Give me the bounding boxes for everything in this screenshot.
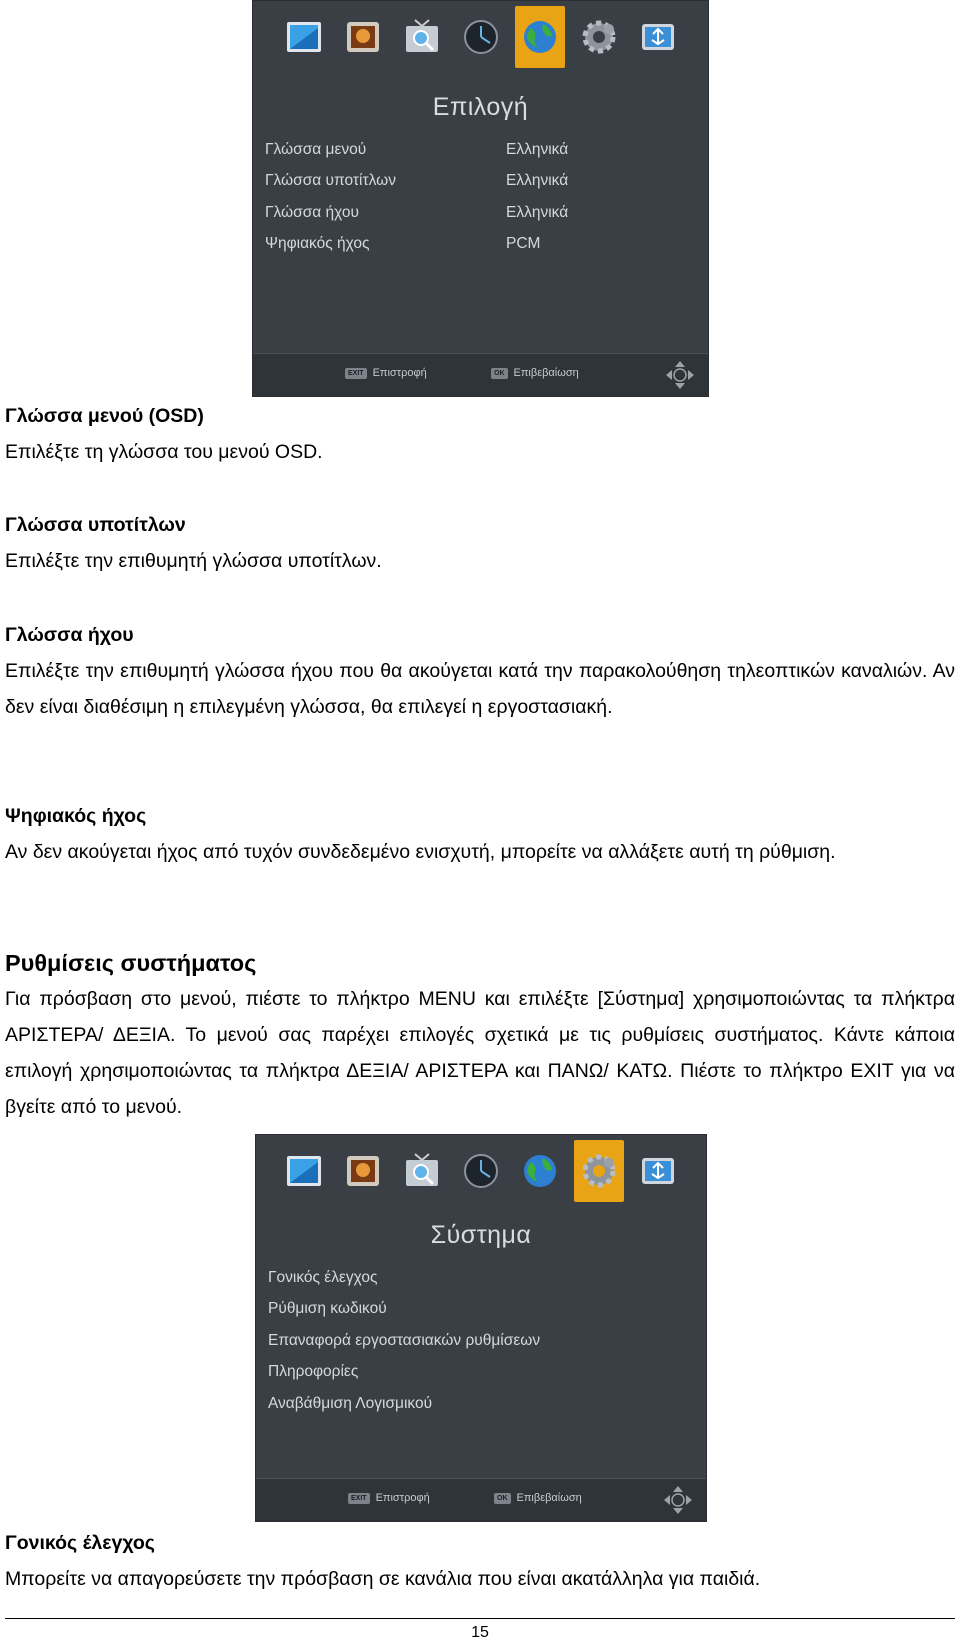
usb-icon[interactable] <box>633 1140 683 1202</box>
usb-icon[interactable] <box>633 6 683 68</box>
tv-menu-row[interactable] <box>268 1325 696 1357</box>
section-heading: Ρυθμίσεις συστήματος <box>5 950 257 976</box>
exit-hint <box>345 367 427 379</box>
tv-menu-row[interactable] <box>268 1262 696 1294</box>
section-text: Επιλέξτε τη γλώσσα του μενού OSD. <box>5 441 323 463</box>
picture-icon[interactable] <box>338 1140 388 1202</box>
clock-icon[interactable] <box>456 1140 506 1202</box>
section-text: Για πρόσβαση στο μενού, πιέστε το πλήκτρο MENU και επιλέξτε [Σύστημα] χρησιμοποιώντας τα πλήκτρα ΑΡΙΣΤΕΡΑ/ ΔΕΞΙΑ. Το μενού σας παρέχει επιλογές σχετικά με τις ρυθμίσεις συστήματος. Κάντε κάποια επιλογή χρησιμοποιώντας τα πλήκτρα ΔΕΞΙΑ/ ΑΡΙΣΤΕΡΑ και ΠΑΝΩ/ ΚΑΤΩ. Πιέστε το πλήκτρο EXIT για να βγείτε από το μενού. <box>5 988 955 1118</box>
channel-search-icon[interactable] <box>397 1140 447 1202</box>
exit-key: EXIT <box>345 368 367 379</box>
ok-label: Επιβεβαίωση <box>513 367 579 379</box>
section-text: Επιλέξτε την επιθυμητή γλώσσα υποτίτλων. <box>5 550 382 572</box>
gear-icon[interactable] <box>574 6 624 68</box>
tv-menu-row-value: Ελληνικά <box>506 140 569 158</box>
channel-manager-icon[interactable] <box>279 6 329 68</box>
channel-manager-icon[interactable] <box>279 1140 329 1202</box>
tv-menu-row[interactable] <box>268 1388 696 1420</box>
exit-label: Επιστροφή <box>372 367 427 379</box>
exit-hint <box>348 1492 430 1504</box>
audio-section <box>5 617 955 725</box>
subtitle-section <box>5 507 955 579</box>
menu-icon-bar <box>253 6 708 68</box>
osd-section <box>5 398 955 470</box>
system-settings-section <box>5 945 955 1125</box>
tv-menu-row-label: Αναβάθμιση Λογισμικού <box>268 1394 433 1412</box>
footer-divider <box>5 1618 955 1619</box>
tv-menu-row-label: Ψηφιακός ήχος <box>265 235 370 253</box>
tv-menu-row-label: Γλώσσα μενού <box>265 140 367 158</box>
tv-menu-list <box>265 134 698 260</box>
tv-menu-system-screenshot <box>255 1134 707 1522</box>
tv-menu-row[interactable] <box>268 1294 696 1326</box>
exit-label: Επιστροφή <box>375 1492 430 1504</box>
tv-menu-row[interactable] <box>265 229 698 261</box>
tv-menu-row-label: Γλώσσα υποτίτλων <box>265 172 396 190</box>
tv-menu-footer <box>256 1478 706 1521</box>
tv-menu-row-label: Ρύθμιση κωδικού <box>268 1300 387 1318</box>
clock-icon[interactable] <box>456 6 506 68</box>
ok-key: OK <box>494 1493 511 1504</box>
ok-key: OK <box>491 368 508 379</box>
channel-search-icon[interactable] <box>397 6 447 68</box>
exit-key: EXIT <box>348 1493 370 1504</box>
section-heading: Γλώσσα υποτίτλων <box>5 514 186 536</box>
tv-menu-row-label: Πληροφορίες <box>268 1363 359 1381</box>
ok-hint <box>491 367 579 379</box>
tv-menu-row[interactable] <box>265 166 698 198</box>
tv-menu-title: Επιλογή <box>432 93 529 121</box>
tv-menu-row[interactable] <box>265 134 698 166</box>
tv-menu-title: Σύστημα <box>430 1221 532 1249</box>
tv-menu-row-value: PCM <box>506 235 541 253</box>
globe-icon[interactable] <box>515 6 565 68</box>
digital-audio-section <box>5 798 955 870</box>
ok-hint <box>494 1492 582 1504</box>
section-text: Αν δεν ακούγεται ήχος από τυχόν συνδεδεμένο ενισχυτή, μπορείτε να αλλάξετε αυτή τη ρύθμιση. <box>5 841 836 863</box>
ok-label: Επιβεβαίωση <box>516 1492 582 1504</box>
tv-menu-footer <box>253 353 708 396</box>
tv-menu-row-label: Γονικός έλεγχος <box>268 1268 378 1286</box>
section-heading: Ψηφιακός ήχος <box>5 805 147 827</box>
navigation-pad-icon <box>662 1484 694 1516</box>
tv-menu-row[interactable] <box>265 197 698 229</box>
section-heading: Γλώσσα ήχου <box>5 624 134 646</box>
page-number: 15 <box>471 1624 489 1641</box>
tv-menu-list <box>268 1262 696 1420</box>
section-text: Επιλέξτε την επιθυμητή γλώσσα ήχου που θα ακούγεται κατά την παρακολούθηση τηλεοπτικών καναλιών. Αν δεν είναι διαθέσιμη η επιλεγμένη γλώσσα, θα επιλεγεί η εργοστασιακή. <box>5 660 955 718</box>
gear-icon[interactable] <box>574 1140 624 1202</box>
picture-icon[interactable] <box>338 6 388 68</box>
menu-icon-bar <box>256 1140 706 1202</box>
globe-icon[interactable] <box>515 1140 565 1202</box>
section-heading: Γλώσσα μενού (OSD) <box>5 405 204 427</box>
tv-menu-row-value: Ελληνικά <box>506 172 569 190</box>
parental-section <box>5 1525 955 1597</box>
tv-menu-row[interactable] <box>268 1357 696 1389</box>
navigation-pad-icon <box>664 359 696 391</box>
tv-menu-row-value: Ελληνικά <box>506 203 569 221</box>
tv-menu-language-screenshot <box>252 0 709 397</box>
section-heading: Γονικός έλεγχος <box>5 1532 155 1554</box>
tv-menu-row-label: Επαναφορά εργοστασιακών ρυθμίσεων <box>268 1331 541 1349</box>
tv-menu-row-label: Γλώσσα ήχου <box>265 203 359 221</box>
section-text: Μπορείτε να απαγορεύσετε την πρόσβαση σε κανάλια που είναι ακατάλληλα για παιδιά. <box>5 1568 761 1590</box>
